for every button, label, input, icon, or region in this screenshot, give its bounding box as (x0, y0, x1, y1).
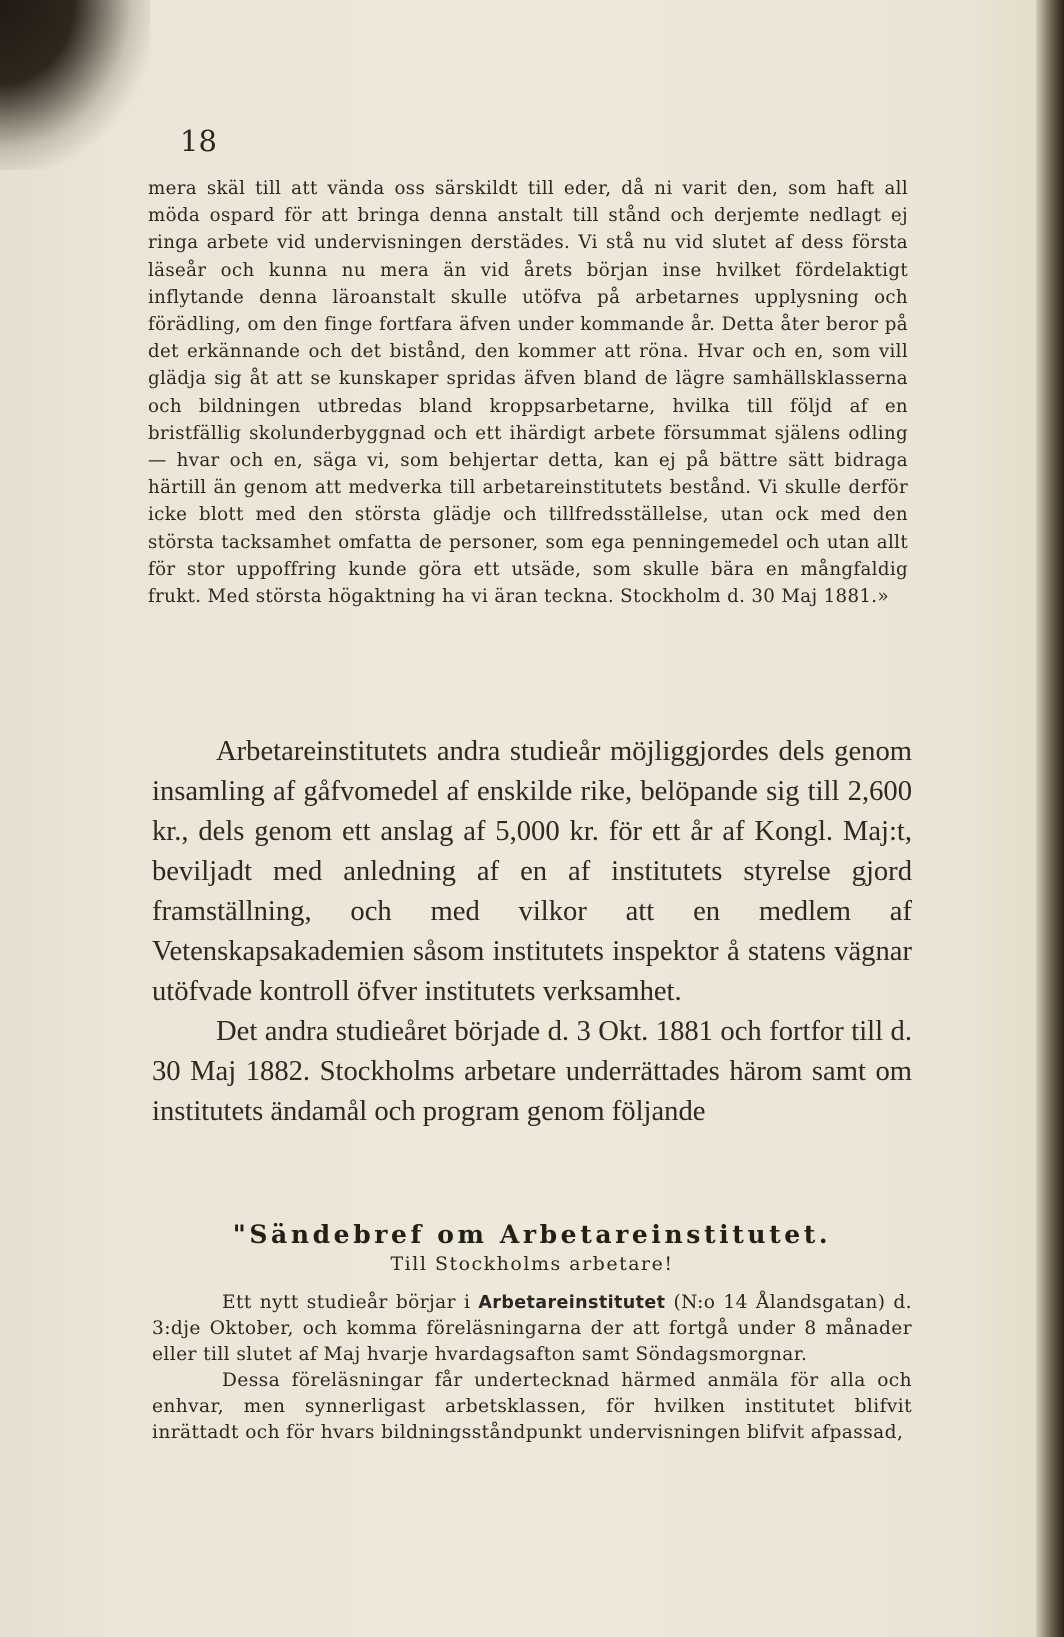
main-body (152, 732, 912, 1132)
notice-text-run: Ett nytt studieår börjar i (222, 1292, 479, 1313)
page-number: 18 (180, 124, 217, 158)
notice-text-run: (N:o 14 Ålandsgatan) d. 3:dje Oktober, och komma föreläsningarna der att fortgå under 8 månader eller till slutet af Maj hvarje hvardagsafton samt Söndagsmorgnar. (152, 1292, 912, 1365)
notice-paragraph: Dessa föreläsningar får undertecknad härmed anmäla för alla och enhvar, men synnerligast arbetsklassen, för hvilken institutet blifvit inrättadt och för hvars bildningsståndpunkt undervisningen blifvit afpassad, (152, 1370, 912, 1443)
notice-paragraph (152, 1290, 912, 1368)
sandebref-heading: "Sändebref om Arbetareinstitutet. (232, 1220, 832, 1249)
sandebref-salutation: Till Stockholms arbetare! (390, 1253, 674, 1275)
sandebref-text (152, 1290, 912, 1446)
institute-name-bold: Arbetareinstitutet (478, 1293, 666, 1313)
body-paragraph: Arbetareinstitutets andra studieår möjliggjordes dels genom insamling af gåfvomedel af enskilde rike, belöpande sig till 2,600 kr., dels genom ett anslag af 5,000 kr. för ett år af Kongl. Maj:t, beviljadt med anledning af en af institutets styrelse gjord framställning, och med vilkor att en medlem af Vetenskapsakademien såsom institutets inspektor å statens vägnar utöfvade kontroll öfver institutets verksamhet. (152, 736, 912, 1007)
letter-continuation: mera skäl till att vända oss särskildt till eder, då ni varit den, som haft all möda ospard för att bringa denna anstalt till stånd och derjemte nedlagt ej ringa arbete vid undervisningen derstädes. Vi stå nu vid slutet af dess första läseår och kunna nu mera än vid årets början inse hvilket fördelaktigt inflytande denna läroanstalt skulle utöfva på arbetarnes upplysning och förädling, om den finge fortfara äfven under kommande år. Detta åter beror på det erkännande och det bistånd, den kommer att röna. Hvar och en, som vill glädja sig åt att se kunskaper spridas äfven bland de lägre samhällsklasserna och bildningen utbredas bland kroppsarbetarne, hvilka till följd af en bristfällig skolunderbyggnad och ett ihärdigt arbete försummat själens odling — hvar och en, säga vi, som behjertar detta, kan ej på bättre sätt bidraga härtill än genom att medverka till arbetareinstitutets bestånd. Vi skulle derför icke blott med den största glädje och tillfredsställelse, utan ock med den största tacksamhet omfatta de personer, som ega penningemedel och utan allt för stor uppoffring kunde göra ett utsäde, som skulle bära en mångfaldig frukt. Med största högaktning ha vi äran teckna. Stockholm d. 30 Maj 1881.» (148, 178, 908, 608)
body-paragraph: Det andra studieåret började d. 3 Okt. 1881 och fortfor till d. 30 Maj 1882. Stockholms arbetare underrättades härom samt om institutets ändamål och program genom följande (152, 1016, 912, 1127)
